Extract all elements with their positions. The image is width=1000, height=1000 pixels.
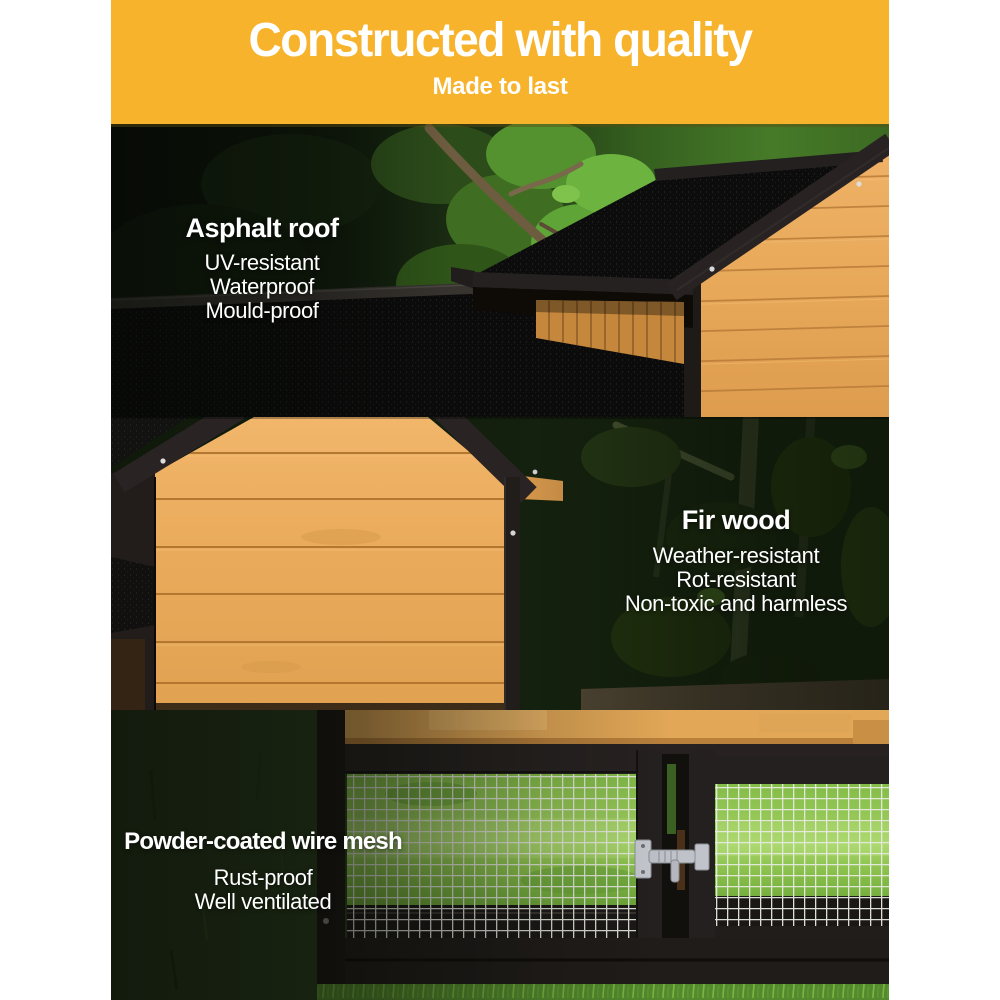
banner-subtitle: Made to last <box>432 73 568 100</box>
section-title: Asphalt roof <box>185 213 339 243</box>
feature-line: Rot-resistant <box>676 567 796 592</box>
right-post <box>504 477 520 710</box>
feature-copy-asphalt-roof <box>122 211 402 323</box>
feature-list <box>122 251 402 323</box>
artwork-column <box>111 0 889 1000</box>
banner-title: Constructed with quality <box>248 14 752 67</box>
wood-gable-wall <box>151 417 511 710</box>
section-title: Powder-coated wire mesh <box>124 828 402 855</box>
header-banner <box>111 0 889 124</box>
feature-line: Waterproof <box>209 274 314 299</box>
screw <box>709 266 714 271</box>
feature-copy-wire-mesh <box>118 826 408 914</box>
feature-line: UV-resistant <box>204 250 320 275</box>
screw <box>510 530 515 535</box>
feature-line: Weather-resistant <box>652 543 820 568</box>
feature-line: Well ventilated <box>194 889 332 914</box>
screw <box>160 458 165 463</box>
screw <box>856 181 861 186</box>
section-fir-wood <box>111 417 889 710</box>
feature-line: Rust-proof <box>213 865 313 890</box>
section-asphalt-roof <box>111 124 889 417</box>
feature-list <box>118 866 408 914</box>
feature-list <box>586 544 886 616</box>
section-title: Fir wood <box>681 505 791 535</box>
feature-copy-fir-wood <box>586 503 886 616</box>
feature-line: Non-toxic and harmless <box>624 591 848 616</box>
wood-grain <box>301 529 381 545</box>
feature-line: Mould-proof <box>205 298 319 323</box>
section-wire-mesh <box>111 710 889 1000</box>
